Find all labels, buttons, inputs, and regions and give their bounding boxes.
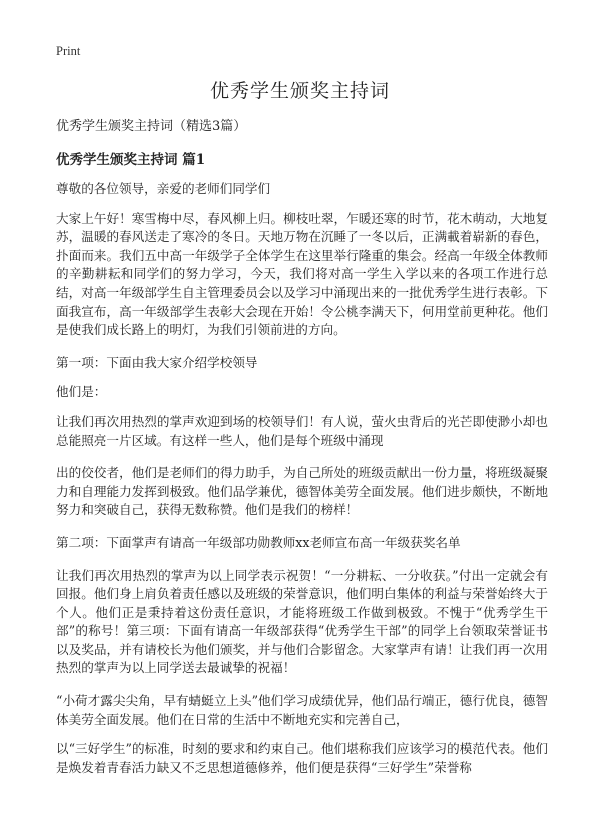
paragraph-congratulations: 让我们再次用热烈的掌声为以上同学表示祝贺！“一分耕耘、一分收获。”付出一定就会有回报。他们身上肩负着责任感以及班级的荣誉意识，他们明白集体的利益与荣誉始终大于个人。他们正是秉持着这份责任意识，才能将班级工作做到极致。不愧于“优秀学生干部”的称号！第三项：下面有请高一年级部获得“优秀学生干部”的同学上台领取荣誉证书以及奖品，并有请校长为他们颁奖，并与他们合影留念。大家掌声有请！让我们再一次用热烈的掌声为以上同学送去最诚挚的祝福！ xyxy=(56,567,548,676)
print-link[interactable]: Print xyxy=(56,44,81,58)
paragraph-item-two: 第二项：下面掌声有请高一年级部功勋教师xx老师宣布高一年级获奖名单 xyxy=(56,534,461,550)
paragraph-outstanding-students: 出的佼佼者，他们是老师们的得力助手，为自己所处的班级贡献出一份力量，将班级凝聚力和自理能力发挥到极致。他们品学兼优，德智体美劳全面发展。他们进步颇快，不断地努力和突破自己，获得无数称赞。他们是我们的榜样！ xyxy=(56,465,548,518)
paragraph-item-one: 第一项：下面由我大家介绍学校领导 xyxy=(56,354,258,370)
paragraph-they-are: 他们是： xyxy=(56,384,107,400)
paragraph-greeting: 尊敬的各位领导，亲爱的老师们同学们 xyxy=(56,181,271,196)
paragraph-three-good: 以“三好学生”的标准，时刻的要求和约束自己。他们堪称我们应该学习的模范代表。他们是焕发着青春活力缺又不乏思想道德修养，他们便是获得“三好学生”荣誉称 xyxy=(56,741,548,775)
paragraph-welcome-leaders: 让我们再次用热烈的掌声欢迎到场的校领导们！有人说，萤火虫背后的光芒即使渺小却也总能照亮一片区域。有这样一些人，他们是每个班级中涌现 xyxy=(56,413,548,448)
paragraph-opening: 大家上午好！寒雪梅中尽，春风柳上归。柳枝吐翠，乍暖还寒的时节，花木萌动，大地复苏，温暖的春风送走了寒冷的冬日。天地万物在沉睡了一冬以后，正满載着崭新的春色，扑面而来。我们五中高一年级学子全体学生在这里举行隆重的集会。经高一年级全体教师的辛勤耕耘和同学们的努力学习，今天，我们将对高一学生入学以来的各项工作进行总结，对高一年级部学生自主管理委员会以及学习中涌现出来的一批优秀学生进行表彰。下面我宣布，高一年级部学生表彰大会现在开始！令公桃李满天下，何用堂前更种花。他们是使我们成长路上的明灯，为我们引领前进的方向。 xyxy=(56,210,548,338)
document-subtitle: 优秀学生颁奖主持词（精选3篇） xyxy=(56,119,247,134)
document-body xyxy=(56,117,548,791)
section-heading: 优秀学生颁奖主持词 篇1 xyxy=(56,152,206,168)
paragraph-lotus: “小荷才露尖尖角，早有蜻蜓立上头”他们学习成绩优异，他们品行端正，德行优良，德智体美劳全面发展。他们在日常的生活中不断地充实和完善自己， xyxy=(56,693,548,727)
document-title: 优秀学生颁奖主持词 xyxy=(209,80,390,102)
